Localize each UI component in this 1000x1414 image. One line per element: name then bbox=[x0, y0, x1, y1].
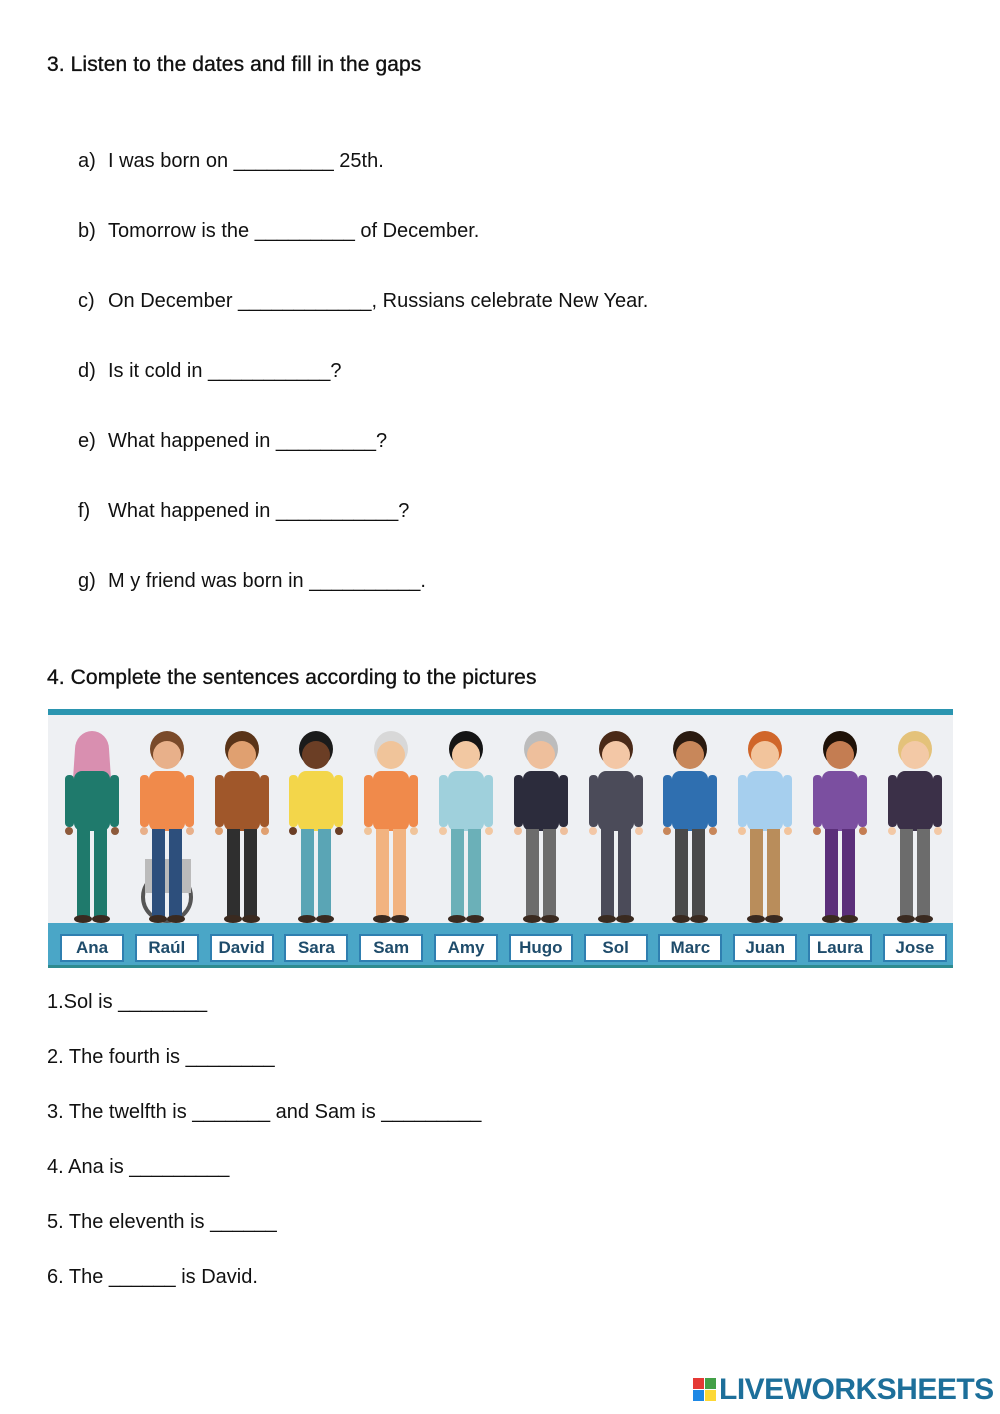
exercise-item-b bbox=[78, 220, 479, 243]
person-12 bbox=[878, 709, 953, 968]
item-label: d) bbox=[78, 360, 96, 382]
sentence-6: 6. The ______ is David. bbox=[47, 1266, 258, 1288]
item-text: What happened in _________? bbox=[108, 430, 388, 452]
person-1 bbox=[55, 709, 130, 968]
name-tag: Sara bbox=[284, 934, 348, 962]
exercise-item-c bbox=[78, 290, 648, 313]
person-figure bbox=[429, 709, 504, 968]
name-tag: Jose bbox=[883, 934, 947, 962]
exercise-item-a bbox=[78, 150, 384, 173]
name-tag: David bbox=[210, 934, 274, 962]
name-tag: Ana bbox=[60, 934, 124, 962]
person-figure bbox=[205, 709, 280, 968]
person-figure bbox=[878, 709, 953, 968]
exercise-item-f bbox=[78, 500, 409, 523]
person-figure bbox=[579, 709, 654, 968]
person-figure bbox=[653, 709, 728, 968]
item-label: c) bbox=[78, 290, 95, 312]
sentence-5: 5. The eleventh is ______ bbox=[47, 1211, 277, 1233]
liveworksheets-logo bbox=[693, 1374, 994, 1406]
section-4-heading: 4. Complete the sentences according to the pictures bbox=[47, 666, 537, 689]
person-figure bbox=[55, 709, 130, 968]
person-10 bbox=[728, 709, 803, 968]
name-tag: Juan bbox=[733, 934, 797, 962]
person-7 bbox=[504, 709, 579, 968]
person-3 bbox=[205, 709, 280, 968]
name-tag: Marc bbox=[658, 934, 722, 962]
person-figure bbox=[130, 709, 205, 968]
person-9 bbox=[653, 709, 728, 968]
person-6 bbox=[429, 709, 504, 968]
item-text: I was born on _________ 25th. bbox=[108, 150, 384, 172]
item-text: M y friend was born in __________. bbox=[108, 570, 426, 592]
person-figure bbox=[728, 709, 803, 968]
sentence-3: 3. The twelfth is _______ and Sam is _________ bbox=[47, 1101, 482, 1123]
person-4 bbox=[279, 709, 354, 968]
name-tag: Sam bbox=[359, 934, 423, 962]
logo-text: LIVEWORKSHEETS bbox=[719, 1373, 994, 1406]
person-8 bbox=[579, 709, 654, 968]
person-figure bbox=[504, 709, 579, 968]
name-tag: Raúl bbox=[135, 934, 199, 962]
item-label: b) bbox=[78, 220, 96, 242]
item-label: e) bbox=[78, 430, 96, 452]
name-tag: Hugo bbox=[509, 934, 573, 962]
item-label: g) bbox=[78, 570, 96, 592]
person-figure bbox=[803, 709, 878, 968]
people-illustration bbox=[48, 709, 953, 968]
exercise-item-e bbox=[78, 430, 387, 453]
sentence-1: 1.Sol is ________ bbox=[47, 991, 208, 1013]
item-text: Is it cold in ___________? bbox=[108, 360, 342, 382]
person-figure bbox=[354, 709, 429, 968]
person-11 bbox=[803, 709, 878, 968]
name-tag: Laura bbox=[808, 934, 872, 962]
item-text: What happened in ___________? bbox=[108, 500, 410, 522]
person-figure bbox=[279, 709, 354, 968]
name-tag: Sol bbox=[584, 934, 648, 962]
sentence-2: 2. The fourth is ________ bbox=[47, 1046, 275, 1068]
sentence-4: 4. Ana is _________ bbox=[47, 1156, 230, 1178]
logo-cube-icon bbox=[693, 1378, 717, 1402]
item-label: f) bbox=[78, 500, 91, 522]
person-2 bbox=[130, 709, 205, 968]
exercise-item-d bbox=[78, 360, 342, 383]
item-text: Tomorrow is the _________ of December. bbox=[108, 220, 480, 242]
name-tag: Amy bbox=[434, 934, 498, 962]
section-3-heading: 3. Listen to the dates and fill in the gaps bbox=[47, 53, 422, 76]
item-label: a) bbox=[78, 150, 96, 172]
exercise-item-g bbox=[78, 570, 426, 593]
person-5 bbox=[354, 709, 429, 968]
item-text: On December ____________, Russians celebrate New Year. bbox=[108, 290, 649, 312]
